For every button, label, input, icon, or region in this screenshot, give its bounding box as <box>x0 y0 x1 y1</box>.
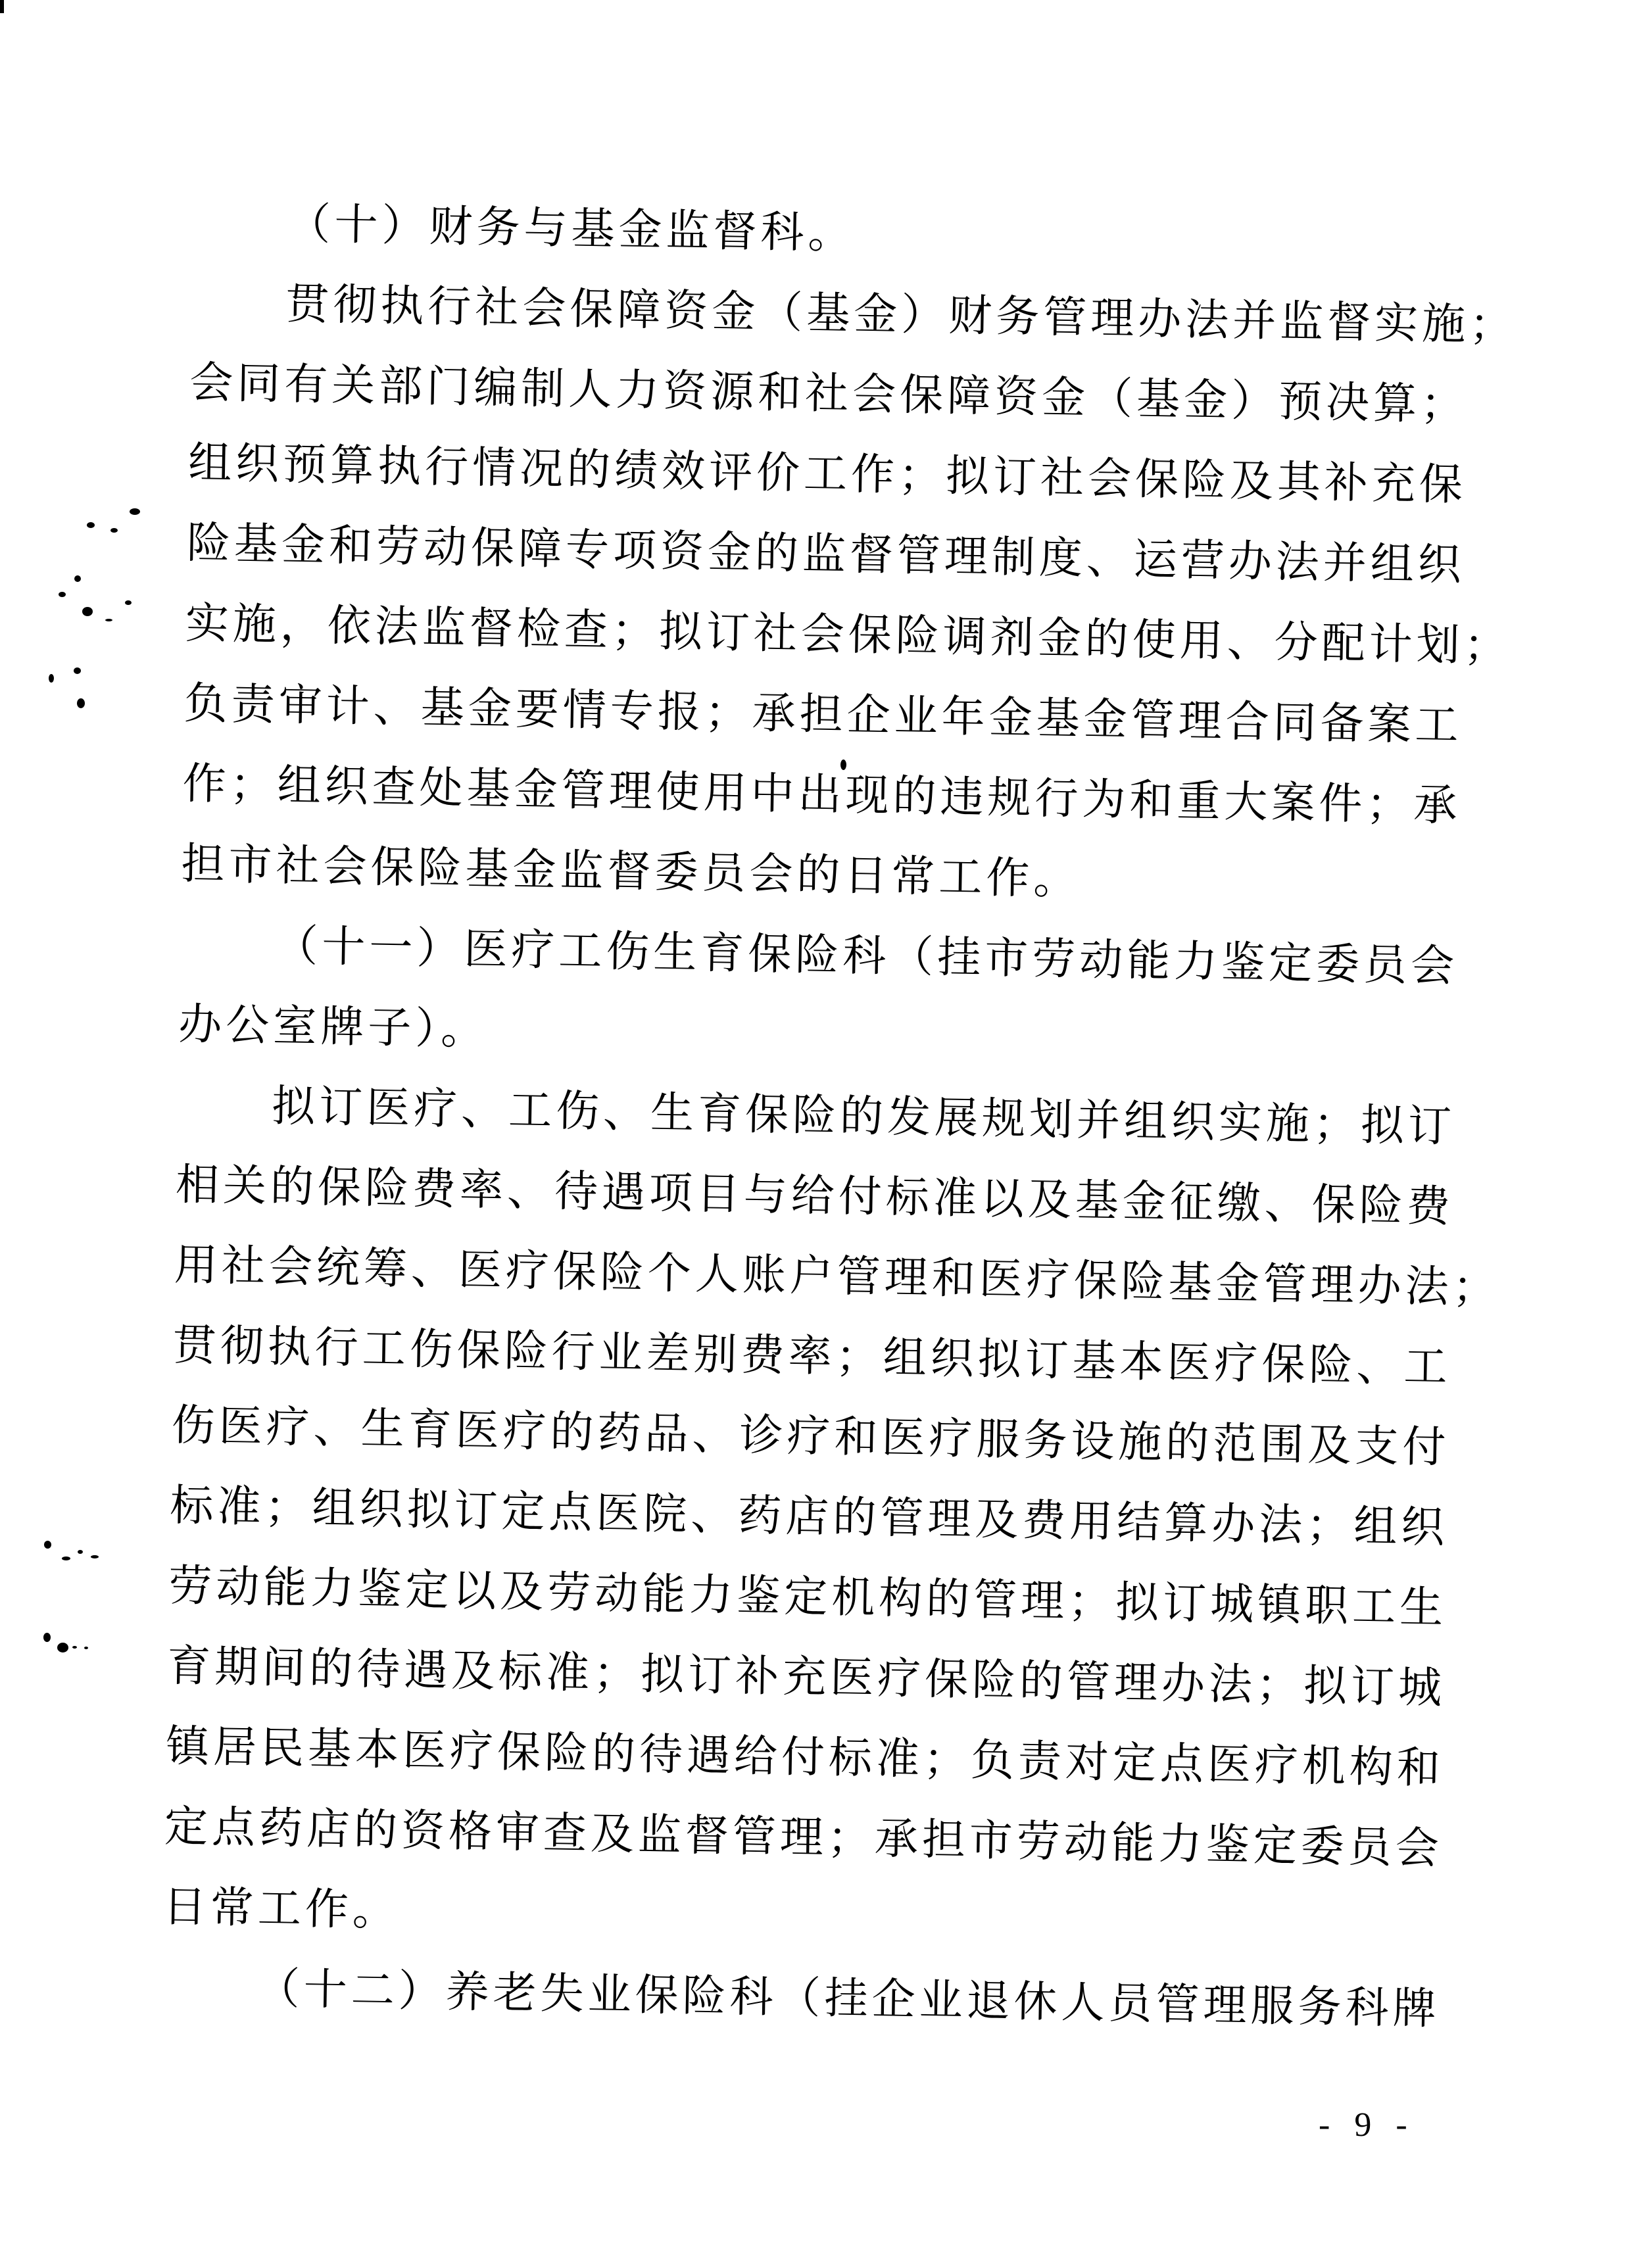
ink-speck <box>57 1643 68 1653</box>
text-line: 作；组织查处基金管理使用中出现的违规行为和重大案件；承 <box>182 760 1462 831</box>
ink-speck <box>110 528 118 533</box>
text-line: 拟订医疗、工伤、生育保险的发展规划并组织实施；拟订 <box>271 1082 1456 1151</box>
text-line: 险基金和劳动保障专项资金的监督管理制度、运营办法并组织 <box>186 519 1466 590</box>
page-number: - 9 - <box>1319 2106 1415 2144</box>
ink-speck <box>74 575 81 582</box>
text-line: （十二）养老失业保险科（挂企业退休人员管理服务科牌 <box>256 1964 1441 2034</box>
text-line: 伤医疗、生育医疗的药品、诊疗和医疗服务设施的范围及支付 <box>171 1401 1450 1472</box>
ink-speck <box>44 1541 51 1549</box>
document-text <box>161 183 1517 2050</box>
ink-speck <box>72 1646 77 1649</box>
text-line: （十一）医疗工伤生育保险科（挂市劳动能力鉴定委员会 <box>274 922 1459 991</box>
text-line: 会同有关部门编制人力资源和社会保障资金（基金）预决算； <box>189 358 1469 429</box>
text-line: 负责审计、基金要情专报；承担企业年金基金管理合同备案工 <box>183 679 1463 750</box>
ink-speck <box>78 1550 83 1554</box>
text-line: 标准；组织拟订定点医院、药店的管理及费用结算办法；组织 <box>169 1482 1449 1553</box>
ink-speck <box>91 1555 99 1558</box>
text-line: 用社会统筹、医疗保险个人账户管理和医疗保险基金管理办法； <box>174 1241 1501 1313</box>
text-line: 贯彻执行社会保障资金（基金）财务管理办法并监督实施； <box>285 280 1517 350</box>
ink-speck <box>84 1647 88 1649</box>
text-line: 实施，依法监督检查；拟订社会保险调剂金的使用、分配计划； <box>185 599 1512 671</box>
ink-speck <box>62 1556 70 1560</box>
scan-corner-artifact <box>0 0 4 13</box>
text-line: 办公室牌子）。 <box>178 1000 489 1054</box>
text-line: 育期间的待遇及标准；拟订补充医疗保险的管理办法；拟订城 <box>166 1642 1446 1713</box>
text-line: 组织预算执行情况的绩效评价工作；拟订社会保险及其补充保 <box>187 439 1467 510</box>
text-line: 相关的保险费率、待遇项目与给付标准以及基金征缴、保险费 <box>175 1161 1455 1232</box>
ink-speck <box>59 592 66 597</box>
text-line: 劳动能力鉴定以及劳动能力鉴定机构的管理；拟订城镇职工生 <box>168 1562 1447 1633</box>
ink-speck <box>49 674 54 683</box>
text-line: 担市社会保险基金监督委员会的日常工作。 <box>180 840 1081 904</box>
ink-speck <box>82 607 93 616</box>
ink-speck <box>125 600 132 605</box>
ink-speck <box>43 1633 51 1642</box>
text-line: 镇居民基本医疗保险的待遇给付标准；负责对定点医疗机构和 <box>165 1722 1445 1793</box>
ink-speck <box>105 619 112 621</box>
text-line: 贯彻执行工伤保险行业差别费率；组织拟订基本医疗保险、工 <box>172 1321 1452 1392</box>
ink-speck <box>77 698 85 708</box>
ink-speck <box>74 667 81 674</box>
text-line: 定点药店的资格审查及监督管理；承担市劳动能力鉴定委员会 <box>164 1802 1444 1873</box>
text-line: 日常工作。 <box>162 1883 401 1935</box>
ink-speck <box>130 508 140 515</box>
ink-speck <box>87 522 95 528</box>
text-line: （十）财务与基金监督科。 <box>286 200 856 258</box>
